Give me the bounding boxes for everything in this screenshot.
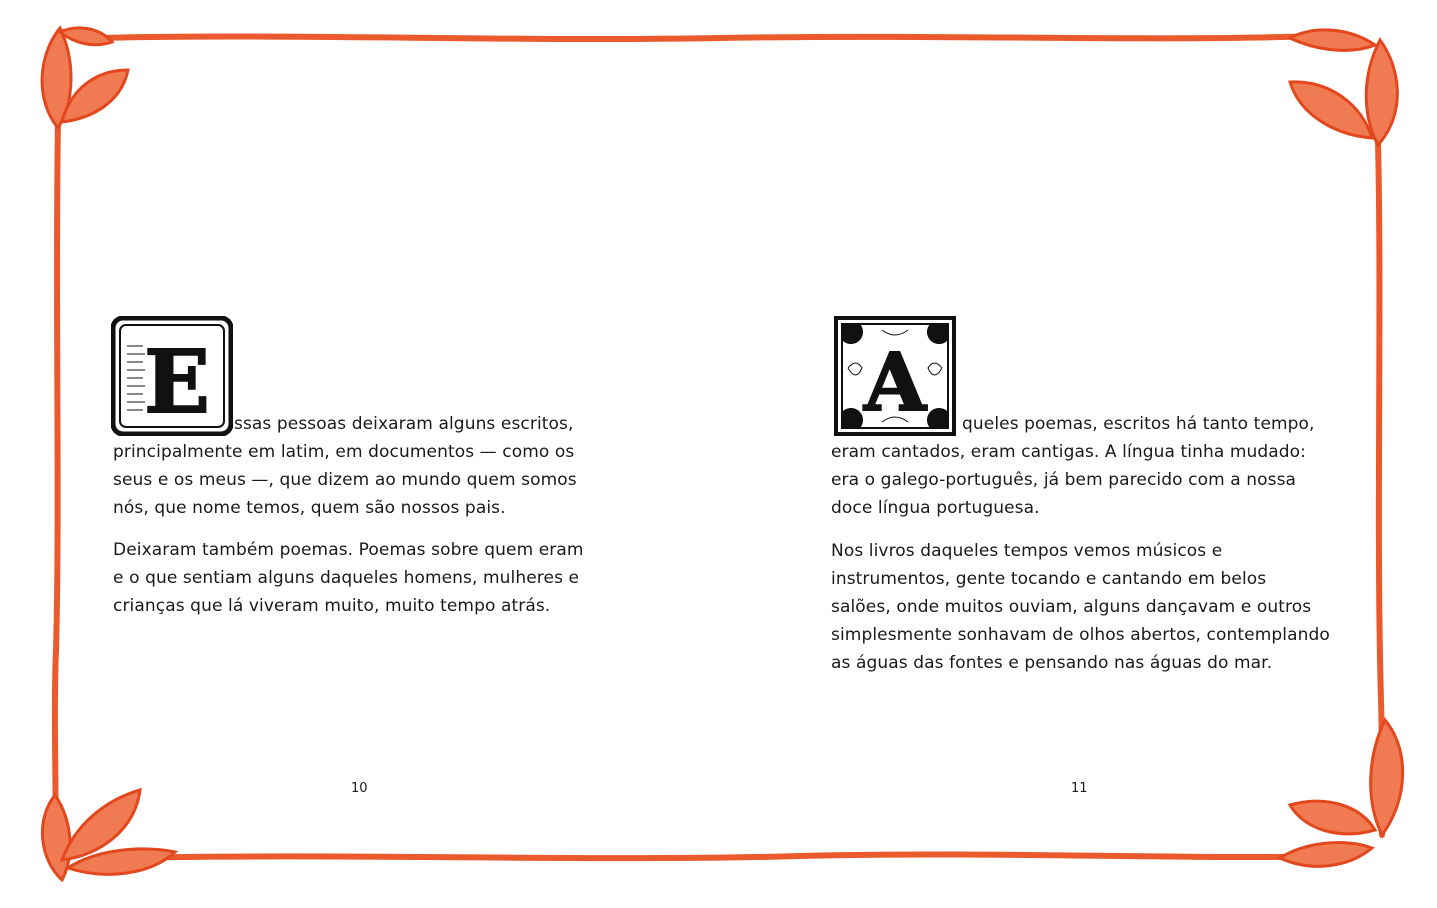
left-paragraph-1 [113,410,583,522]
right-paragraph-2 [831,537,1331,677]
right-p2-line-5: as águas das fontes e pensando nas águas do mar. [831,653,1273,673]
right-p1-line-1: queles poemas, escritos há tanto tempo, [962,414,1315,434]
right-p2-line-4: simplesmente sonhavam de olhos abertos, contemplando [831,625,1330,645]
leaf-ornament-top-right [1290,30,1397,145]
right-p1-line-3: era o galego-português, já bem parecido com a nossa [831,470,1297,490]
right-p2-line-1: Nos livros daqueles tempos vemos músicos e [831,541,1223,561]
right-p2-line-3: salões, onde muitos ouviam, alguns dançavam e outros [831,597,1312,617]
left-p2-line-2: e o que sentiam alguns daqueles homens, mulheres e [113,568,580,588]
page-number-left: 10 [351,781,368,796]
leaf-ornament-bottom-left [42,790,175,880]
border-bottom-line [120,854,1325,858]
left-p1-line-4: nós, que nome temos, quem são nossos pais. [113,498,506,518]
right-paragraph-1 [831,410,1321,522]
page-number-right: 11 [1071,781,1088,796]
right-p2-line-2: instrumentos, gente tocando e cantando em belos [831,569,1267,589]
leaf-ornament-top-left [42,28,128,128]
left-p2-line-3: crianças que lá viveram muito, muito tempo atrás. [113,596,551,616]
right-p1-line-4: doce língua portuguesa. [831,498,1040,518]
left-p2-line-1: Deixaram também poemas. Poemas sobre quem eram [113,540,584,560]
right-p1-line-2: eram cantados, eram cantigas. A língua tinha mudado: [831,442,1306,462]
left-p1-line-1: ssas pessoas deixaram alguns escritos, [234,414,574,434]
left-p1-line-3: seus e os meus —, que dizem ao mundo quem somos [113,470,577,490]
left-p1-line-2: principalmente em latim, em documentos — como os [113,442,575,462]
leaf-ornament-bottom-right [1280,720,1403,866]
drop-cap-e-letter: E [144,332,210,433]
border-top-line [95,36,1315,39]
drop-cap-a-letter: A [863,335,927,429]
border-left-line [55,120,58,845]
left-paragraph-2 [113,536,593,620]
